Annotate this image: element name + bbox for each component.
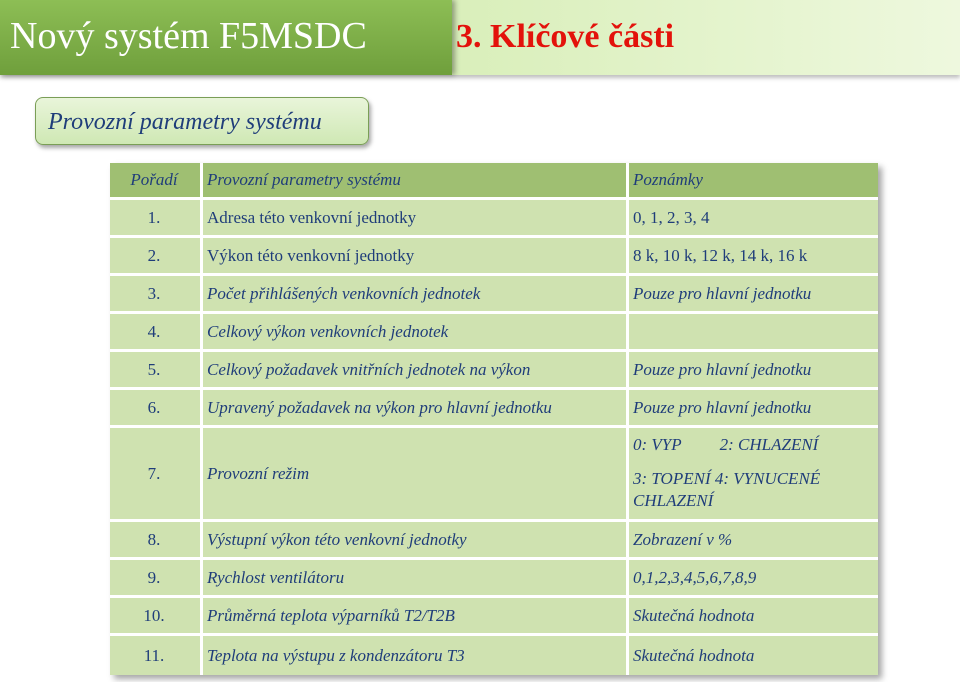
table-row (110, 200, 878, 238)
row-number: 4. (147, 321, 161, 341)
table-row (110, 636, 878, 675)
mode-cooling: 2: CHLAZENÍ (719, 435, 819, 454)
column-header-notes: Poznámky (626, 163, 878, 197)
row-number: 7. (147, 463, 161, 483)
row-parameter: Celkový výkon venkovních jednotek (200, 314, 624, 349)
column-header-order: Pořadí (130, 170, 178, 189)
parameters-table (110, 163, 878, 675)
subtitle: Provozní parametry systému (48, 109, 322, 135)
table-row (110, 238, 878, 276)
row-note: 8 k, 10 k, 12 k, 14 k, 16 k (626, 238, 878, 273)
table-row (110, 276, 878, 314)
row-parameter: Výkon této venkovní jednotky (200, 238, 624, 273)
row-parameter: Upravený požadavek na výkon pro hlavní jednotku (200, 390, 624, 425)
table-row (110, 390, 878, 428)
table-row (110, 560, 878, 598)
row-note: Pouze pro hlavní jednotku (626, 390, 878, 425)
row-number: 8. (147, 529, 161, 549)
table-row (110, 352, 878, 390)
table-row (110, 428, 878, 522)
row-note: Skutečná hodnota (626, 598, 878, 633)
table-row (110, 522, 878, 560)
row-number: 9. (147, 567, 161, 587)
row-note: Pouze pro hlavní jednotku (626, 276, 878, 311)
row-note: 0, 1, 2, 3, 4 (626, 200, 878, 235)
row-parameter: Adresa této venkovní jednotky (200, 200, 624, 235)
row-parameter: Teplota na výstupu z kondenzátoru T3 (200, 636, 624, 675)
row-number: 1. (147, 207, 161, 227)
mode-line (633, 434, 878, 456)
page-title: Nový systém F5MSDC (10, 15, 367, 57)
row-note: Zobrazení v % (626, 522, 878, 557)
row-parameter: Počet přihlášených venkovních jednotek (200, 276, 624, 311)
table-header (110, 163, 878, 200)
row-note: Pouze pro hlavní jednotku (626, 352, 878, 387)
table-row (110, 314, 878, 352)
subtitle-box (35, 97, 369, 145)
row-note (626, 314, 878, 349)
row-number: 10. (143, 605, 165, 625)
row-parameter: Rychlost ventilátoru (200, 560, 624, 595)
row-note: 0,1,2,3,4,5,6,7,8,9 (626, 560, 878, 595)
mode-off: 0: VYP (633, 435, 682, 454)
title-bar (0, 0, 960, 75)
row-number: 3. (147, 283, 161, 303)
row-parameter: Výstupní výkon této venkovní jednotky (200, 522, 624, 557)
row-parameter: Průměrná teplota výparníků T2/T2B (200, 598, 624, 633)
mode-heating-forced-cooling: 3: TOPENÍ 4: VYNUCENÉ CHLAZENÍ (633, 469, 821, 510)
row-number: 5. (147, 359, 161, 379)
row-note: Skutečná hodnota (626, 636, 878, 675)
row-number: 2. (147, 245, 161, 265)
row-number: 11. (143, 645, 165, 665)
column-header-parameter: Provozní parametry systému (200, 163, 624, 197)
title-panel (0, 0, 452, 75)
row-number: 6. (147, 397, 161, 417)
row-parameter: Provozní režim (200, 428, 624, 519)
section-title: 3. Klíčové části (456, 18, 675, 55)
row-note-modes (626, 428, 878, 519)
row-parameter: Celkový požadavek vnitřních jednotek na výkon (200, 352, 624, 387)
table-row (110, 598, 878, 636)
